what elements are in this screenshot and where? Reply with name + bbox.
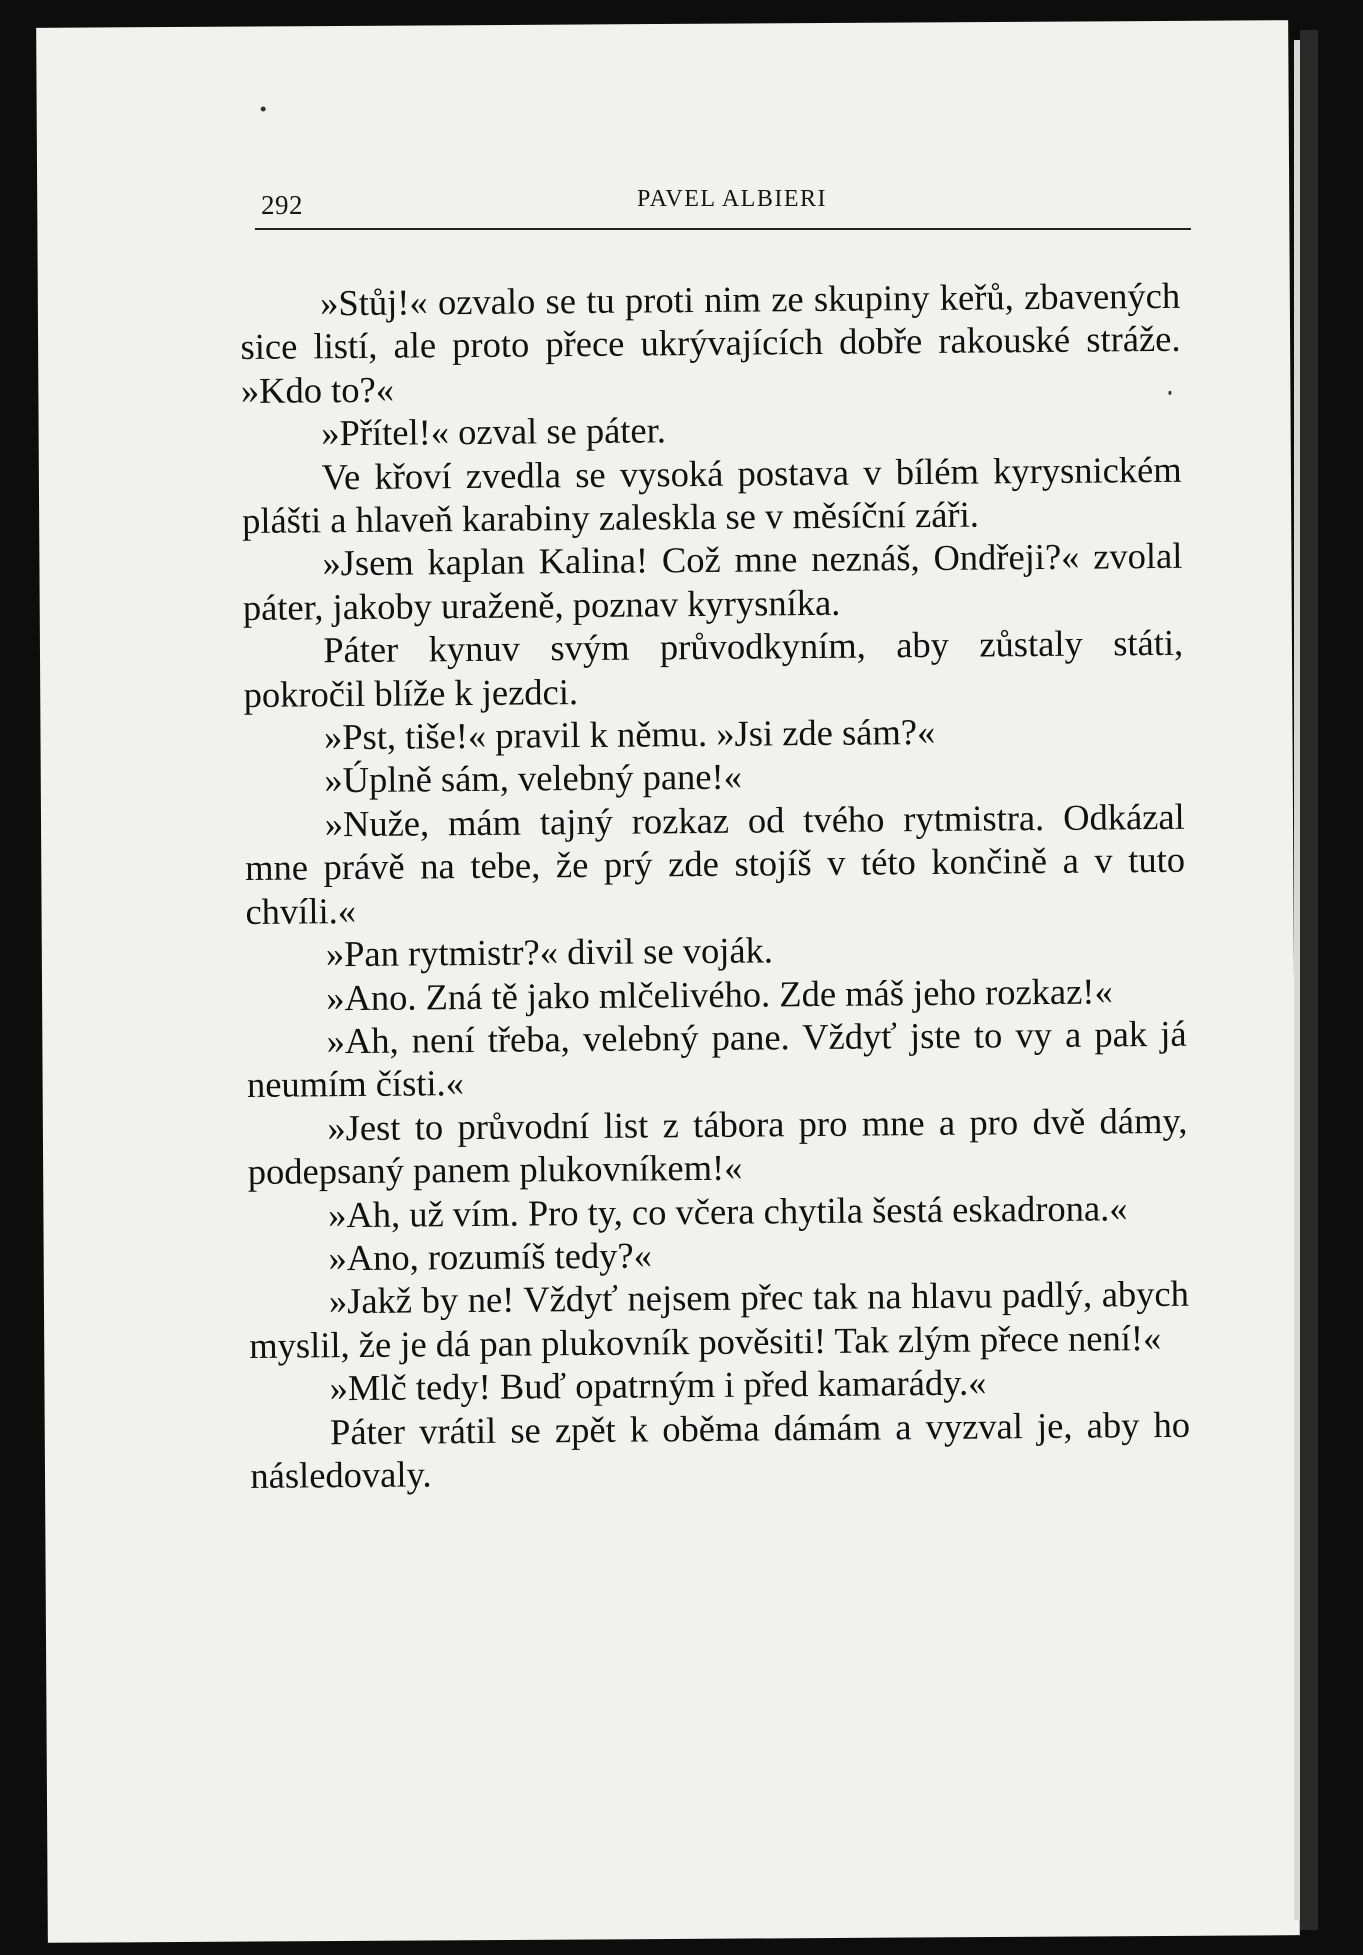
ink-speck — [261, 106, 266, 111]
page-header — [219, 178, 1191, 230]
paragraph: »Ah, už vím. Pro ty, co včera chytila šestá eskadrona.« — [327, 1186, 1128, 1235]
page-edge-shadow — [1300, 30, 1318, 1930]
paragraph: »Jest to průvodní list z tábora pro mne a pro dvě dámy, podepsaný panem plukovníkem!« — [247, 1099, 1188, 1193]
page-number: 292 — [261, 190, 303, 220]
running-head: PAVEL ALBIERI — [637, 186, 827, 212]
paragraph: »Jsem kaplan Kalina! Což mne neznáš, Ondřeji?« zvolal páter, jakoby uraženě, poznav kyrysníka. — [242, 535, 1183, 628]
paragraph: Páter vrátil se zpět k oběma dámám a vyzval je, aby ho následovaly. — [250, 1403, 1191, 1496]
paragraph: Páter kynuv svým průvodkyním, aby zůstaly státi, pokročil blíže k jezdci. — [243, 622, 1184, 715]
paragraph: »Mlč tedy! Buď opatrným i před kamarády.« — [329, 1361, 987, 1409]
paragraph: »Pan rytmistr?« divil se voják. — [325, 929, 774, 975]
header-rule — [255, 228, 1191, 230]
paragraph: Ve křoví zvedla se vysoká postava v bílém kyrysnickém plášti a hlaveň karabiny zaleskla se v měsíční záři. — [241, 448, 1182, 542]
paragraph: »Jakž by ne! Vždyť nejsem přec tak na hlavu padlý, abych myslil, že je dá pan plukovník pověsiti! Tak zlým přece není!« — [249, 1273, 1190, 1366]
paragraph: »Ano. Zná tě jako mlčelivého. Zde máš jeho rozkaz!« — [326, 969, 1113, 1018]
paragraph: »Úplně sám, velebný pane!« — [324, 756, 743, 801]
paragraph: »Ah, není třeba, velebný pane. Vždyť jste to vy a pak já neumím čísti.« — [246, 1012, 1187, 1106]
body-text — [240, 274, 1191, 1498]
paragraph: »Stůj!« ozvalo se tu proti nim ze skupiny keřů, zbavených sice listí, ale proto přece ukrývajících dobře rakouské stráže. »Kdo to?« — [240, 274, 1181, 411]
paragraph: »Přítel!« ozval se páter. — [321, 409, 667, 454]
paragraph: »Ano, rozumíš tedy?« — [328, 1234, 653, 1279]
paragraph: »Nuže, mám tajný rozkaz od tvého rytmistra. Odkázal mne právě na tebe, že prý zde stojíš v této končině a v tuto chvíli.« — [244, 795, 1186, 932]
paragraph: »Pst, tiše!« pravil k němu. »Jsi zde sám?« — [323, 711, 936, 758]
